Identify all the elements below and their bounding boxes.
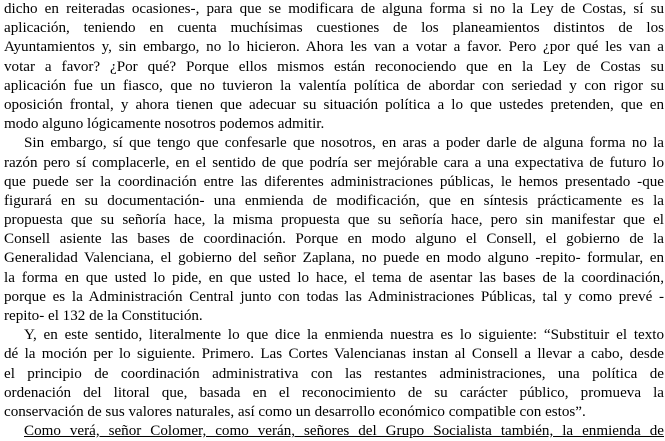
text-line: Generalidad Valenciana, el gobierno del señor Zaplana, no puede en modo alguno -repito- formular, en — [4, 250, 664, 267]
text-line: dé la moción per lo siguiente. Primero. Las Cortes Valencianas instan al Consell a llevar a cabo, desde — [4, 346, 664, 363]
text-line: conservación de sus valores naturales, así como un desarrollo económico compatible con estos”. — [4, 403, 586, 420]
text-line: Sin embargo, sí que tengo que confesarle que nosotros, en aras a poder darle de alguna forma no la — [24, 135, 664, 152]
text-line: porque es la Administración Central junto con todas las Administraciones Públicas, tal y como prevé - — [4, 288, 664, 305]
text-line: figurará en su documentación- una enmienda de modificación, que en síntesis prácticamente es la — [4, 192, 664, 209]
text-line: modo alguno lógicamente nosotros podemos admitir. — [4, 116, 325, 133]
text-line: Consell asiente las bases de coordinación. Porque en modo alguno el Consell, el gobierno de la — [4, 231, 664, 248]
text-line: aplicación fue un fiasco, que no tuvieron la valentía política de abordar con seriedad y con rigor su — [4, 77, 664, 94]
text-line: aplicación, teniendo en cuenta muchísimas cuestiones de los planeamientos distintos de los — [4, 20, 664, 37]
document-page — [4, 0, 664, 441]
paragraph-4 — [4, 422, 664, 441]
text-line: que puede ser la coordinación entre las diferentes administraciones públicas, le hemos presentado -que — [4, 173, 664, 190]
paragraph-1 — [4, 0, 664, 134]
paragraph-2 — [4, 134, 664, 326]
text-line: dicho en reiteradas ocasiones-, para que se modificara de alguna forma si no la Ley de Costas, sí su — [4, 1, 664, 17]
text-line: Como verá, señor Colomer, como verán, señores del Grupo Socialista también, la enmienda de — [24, 423, 664, 440]
text-line: propuesta que su señoría hace, la misma propuesta que su señoría hace, pero sin manifestar que el — [4, 212, 664, 229]
text-line: Y, en este sentido, literalmente lo que dice la enmienda nuestra es lo siguiente: “Substituir el texto — [24, 327, 664, 344]
text-line: la forma en que usted lo pide, en que usted lo hace, el tema de asentar las bases de la coordinación, — [4, 269, 664, 286]
text-line: votar a favor? ¿Por qué? Porque ellos mismos están reconociendo que en la Ley de Costas su — [4, 58, 664, 75]
text-line: oposición frontal, y ahora tienen que adecuar su situación política a lo que ustedes pretenden, que en — [4, 96, 664, 113]
text-line: repito- el 132 de la Constitución. — [4, 308, 203, 324]
text-line: Ayuntamientos y, sin embargo, no lo hicieron. Ahora les van a votar a favor. Pero ¿por qué les van a — [4, 39, 664, 56]
text-line: razón pero sí complacerle, en el sentido de que podría ser mejórable cara a una expectativa de futuro lo — [4, 154, 664, 171]
paragraph-3 — [4, 326, 664, 422]
text-line: el principio de coordinación administrativa con las restantes administraciones, una política de — [4, 365, 664, 382]
text-line: ordenación del litoral que, basada en el reconocimiento de su carácter público, promueva la — [4, 384, 664, 401]
